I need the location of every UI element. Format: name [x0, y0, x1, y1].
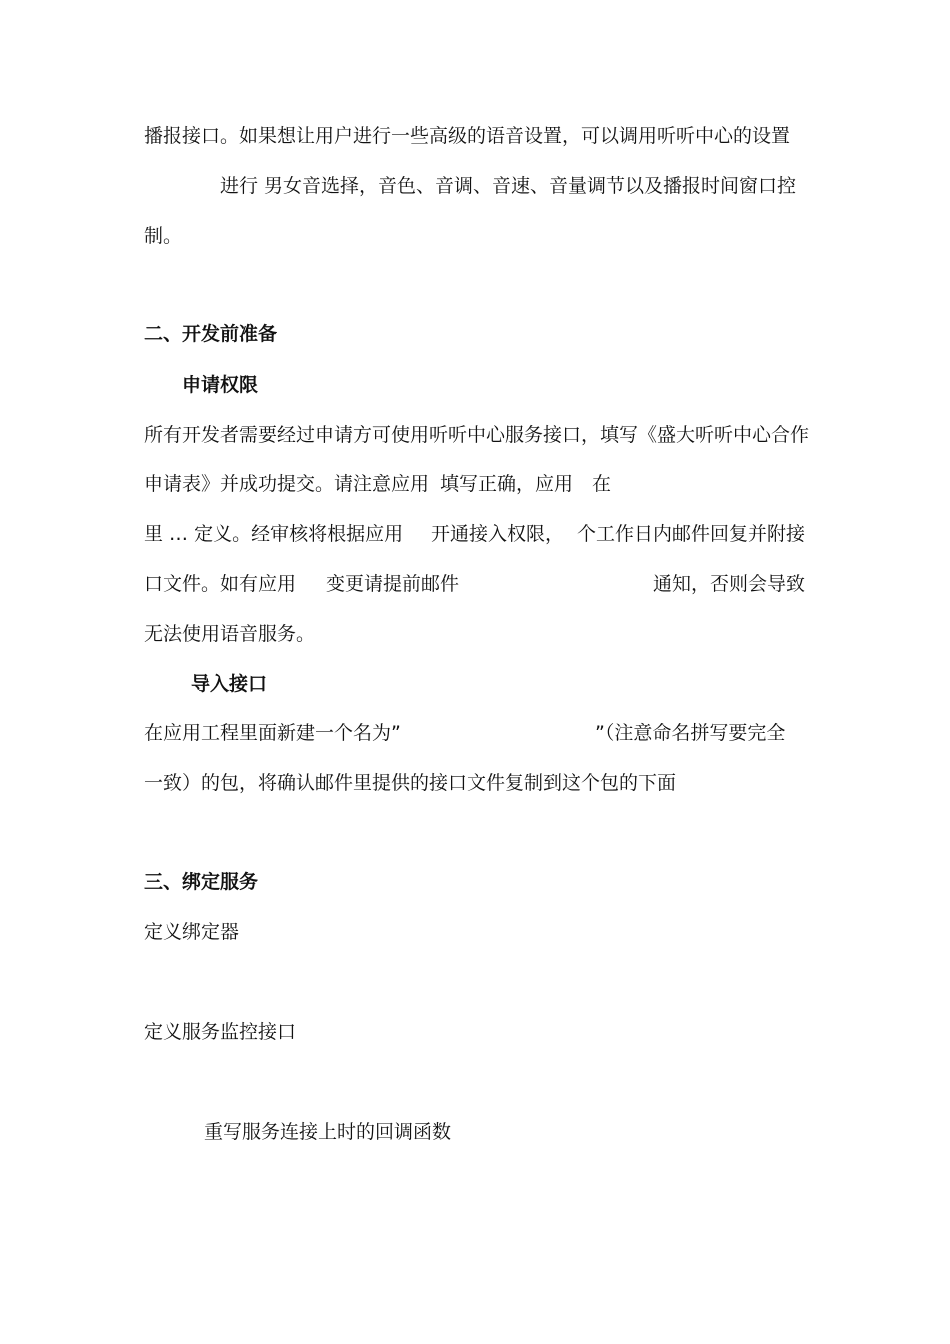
permission-line-1: 所有开发者需要经过申请方可使用听听中心服务接口，填写《盛大听听中心合作: [144, 424, 810, 446]
intro-line-1: 播报接口。如果想让用户进行一些高级的语音设置，可以调用听听中心的设置: [144, 125, 791, 147]
bind-item-binder: 定义绑定器: [144, 921, 240, 943]
permission-line-5: 无法使用语音服务。: [144, 623, 316, 645]
import-line-2: 一致）的包，将确认邮件里提供的接口文件复制到这个包的下面: [144, 772, 677, 794]
permission-line-4-part-a: 口文件。如有应用: [144, 573, 297, 595]
permission-line-4-part-b: 变更请提前邮件: [326, 573, 460, 595]
section-heading-bind: 三、绑定服务: [144, 871, 259, 893]
permission-line-4-part-c: 通知，否则会导致: [653, 573, 806, 595]
import-line-1-part-b: ”（注意命名拼写要完全: [595, 722, 786, 744]
import-line-1-part-a: 在应用工程里面新建一个名为”: [144, 722, 401, 744]
permission-line-3-part-b: 开通接入权限，: [431, 523, 565, 545]
subheading-permission: 申请权限: [182, 374, 259, 396]
intro-line-3: 制。: [144, 225, 183, 247]
section-heading-prep: 二、开发前准备: [144, 323, 278, 345]
subheading-import: 导入接口: [191, 673, 268, 695]
permission-line-2-part-a: 申请表》并成功提交。请注意应用: [144, 473, 430, 495]
bind-item-callback: 重写服务连接上时的回调函数: [204, 1121, 452, 1143]
permission-line-2-part-b: 填写正确，应用: [440, 473, 574, 495]
permission-line-3-part-a: 里 … 定义。经审核将根据应用: [144, 523, 404, 545]
permission-line-2-part-c: 在: [592, 473, 612, 495]
permission-line-3-part-c: 个工作日内邮件回复并附接: [577, 523, 806, 545]
intro-line-2: 进行 男女音选择，音色、音调、音速、音量调节以及播报时间窗口控: [220, 175, 797, 197]
bind-item-monitor: 定义服务监控接口: [144, 1021, 297, 1043]
